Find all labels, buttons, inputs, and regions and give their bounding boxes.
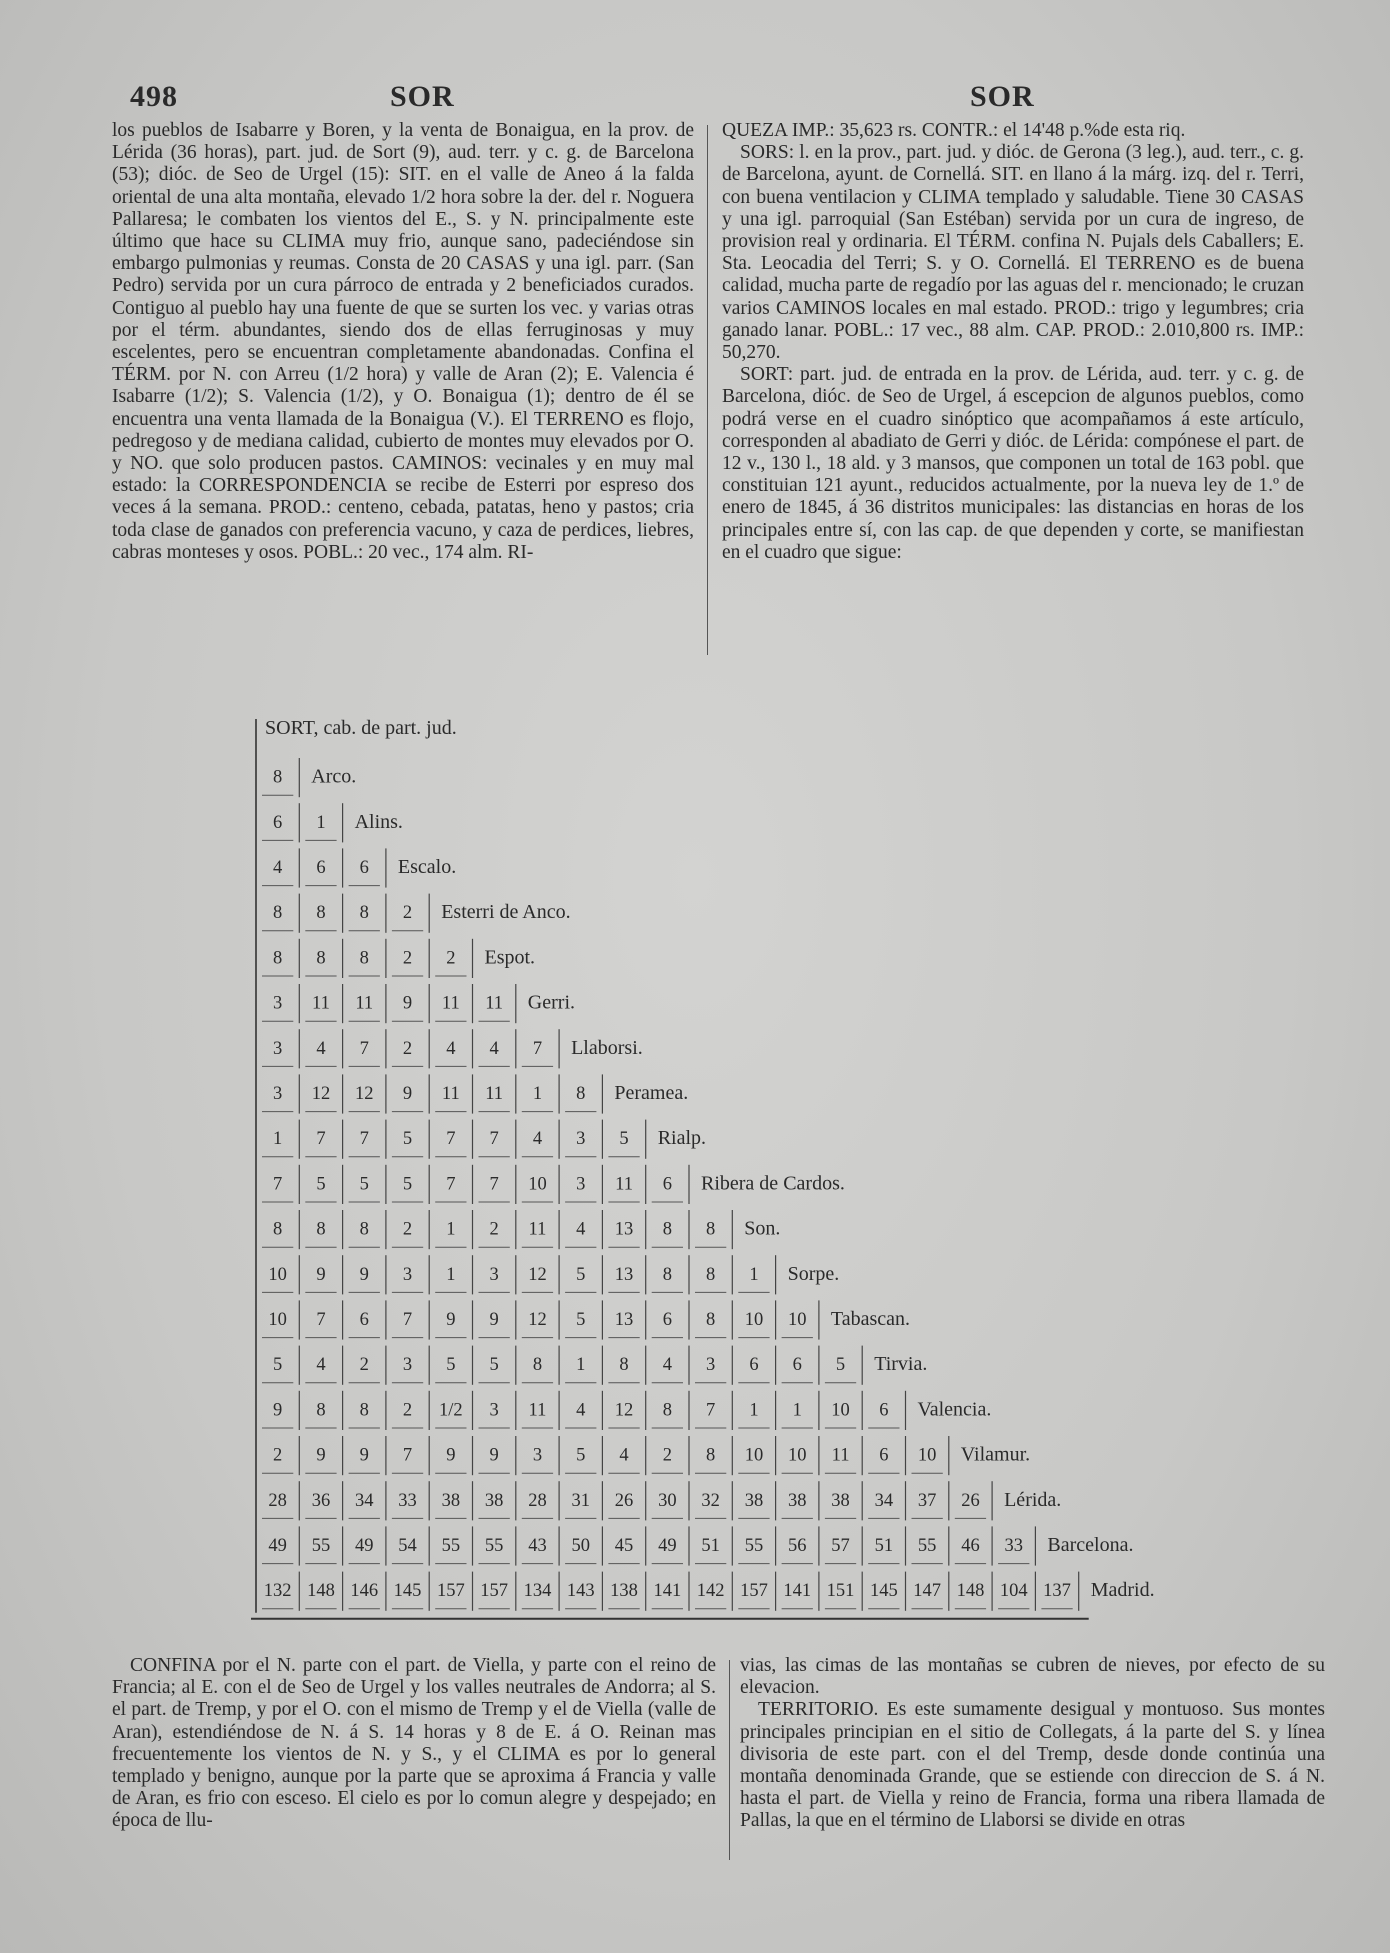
- distance-cell: 6: [792, 1355, 802, 1376]
- distance-cell: 145: [393, 1581, 422, 1602]
- distance-cell: 3: [273, 1038, 283, 1059]
- distance-cell: 13: [614, 1219, 634, 1240]
- distance-cell: 132: [263, 1581, 292, 1602]
- distance-cell: 8: [273, 1219, 283, 1240]
- distance-cell: 12: [355, 1084, 374, 1104]
- distance-cell: 36: [311, 1490, 331, 1511]
- distance-cell: 6: [879, 1400, 889, 1421]
- bottom-left-paragraph: CONFINA por el N. parte con el part. de Viella, y parte con el reino de Francia; al E. con el de Seo de Urgel y los valles neutrales de Andorra; al S. el part. de Tremp, y por el O. con el mismo de Tremp y el de Viella (valle de Aran), estendiéndose de N. á S. 14 horas y 8 de E. á O. Reinan mas frecuentemente los vientos de N. y S., y el CLIMA es por lo general templado y benigno, aunque por la parte que se aproxima á Francia y valle de Aran, es frio con esceso. El cielo es por lo comun alegre y despejado; en época de llu-: [112, 1655, 716, 1832]
- distance-cell: 9: [359, 1264, 369, 1285]
- distance-cell: 8: [273, 948, 283, 969]
- distance-cell: 11: [441, 1084, 460, 1104]
- distance-cell: 9: [273, 1400, 283, 1421]
- distance-cell: 3: [402, 1264, 413, 1285]
- distance-cell: 3: [402, 1355, 413, 1376]
- distance-cell: 3: [576, 1129, 586, 1150]
- distance-cell: 2: [359, 1355, 369, 1376]
- distance-cell: 145: [869, 1581, 898, 1602]
- distance-cell: 11: [355, 993, 374, 1014]
- place-label: Llaborsi.: [571, 1036, 643, 1059]
- distance-cell: 3: [532, 1445, 543, 1466]
- distance-cell: 3: [273, 1084, 283, 1104]
- distance-cell: 10: [917, 1445, 937, 1466]
- distance-cell: 4: [619, 1445, 629, 1466]
- distance-cell: 55: [744, 1536, 764, 1556]
- distance-cell: 3: [489, 1264, 499, 1285]
- place-label: Tirvia.: [874, 1353, 928, 1376]
- distance-cell: 28: [268, 1490, 287, 1511]
- distance-cell: 8: [316, 903, 326, 924]
- distance-cell: 5: [619, 1129, 629, 1150]
- distance-cell: 4: [532, 1129, 543, 1150]
- distance-cell: 30: [658, 1490, 677, 1511]
- distance-cell: 141: [783, 1581, 812, 1602]
- place-label: Vilamur.: [960, 1443, 1031, 1466]
- distance-cell: 1: [446, 1264, 456, 1285]
- distance-cell: 1: [749, 1400, 759, 1421]
- distance-cell: 6: [879, 1445, 889, 1466]
- table-title: SORT, cab. de part. jud.: [265, 717, 457, 739]
- distance-cell: 55: [311, 1536, 331, 1556]
- distance-cell: 2: [402, 948, 413, 969]
- distance-cell: 8: [359, 1219, 369, 1240]
- distance-cell: 5: [835, 1355, 846, 1376]
- place-label: Valencia.: [917, 1398, 992, 1421]
- distance-cell: 5: [402, 1129, 413, 1150]
- distance-cell: 38: [441, 1490, 461, 1511]
- distance-cell: 56: [788, 1536, 807, 1556]
- distance-cell: 146: [350, 1581, 379, 1602]
- distance-cell: 10: [788, 1310, 807, 1330]
- distance-cell: 9: [359, 1445, 369, 1466]
- distance-cell: 32: [701, 1490, 720, 1511]
- distance-cell: 6: [662, 1174, 672, 1195]
- distance-cell: 2: [402, 1400, 413, 1421]
- distance-cell: 11: [615, 1174, 633, 1195]
- distance-cell: 142: [696, 1581, 725, 1602]
- distance-cell: 57: [831, 1536, 850, 1556]
- distance-cell: 7: [489, 1129, 499, 1150]
- distance-cell: 8: [359, 948, 369, 969]
- place-label: Barcelona.: [1047, 1534, 1134, 1556]
- distance-cell: 5: [576, 1310, 586, 1330]
- distance-cell: 6: [316, 858, 326, 878]
- distance-cell: 7: [316, 1310, 326, 1330]
- distance-cell: 55: [441, 1536, 461, 1556]
- distance-cell: 10: [528, 1174, 547, 1195]
- distance-cell: 1/2: [439, 1400, 463, 1421]
- place-label: Rialp.: [657, 1127, 707, 1150]
- distance-cell: 147: [913, 1581, 942, 1602]
- distance-cell: 7: [706, 1400, 716, 1421]
- distance-cell: 10: [268, 1310, 287, 1330]
- distance-cell: 43: [528, 1536, 547, 1556]
- place-label: Sorpe.: [787, 1262, 840, 1285]
- distance-cell: 45: [614, 1536, 634, 1556]
- distance-cell: 31: [571, 1490, 590, 1511]
- distance-cell: 141: [653, 1581, 682, 1602]
- distance-cell: 1: [792, 1400, 802, 1421]
- distance-cell: 11: [831, 1445, 850, 1466]
- distance-cell: 2: [489, 1219, 499, 1240]
- distance-cell: 6: [749, 1355, 759, 1376]
- distance-cell: 2: [662, 1445, 672, 1466]
- distance-cell: 9: [316, 1264, 326, 1285]
- distance-cell: 12: [528, 1310, 547, 1330]
- distance-cell: 8: [706, 1219, 716, 1240]
- distance-cell: 38: [831, 1490, 850, 1511]
- distance-cell: 1: [316, 812, 326, 833]
- place-label: Arco.: [311, 765, 357, 788]
- distance-cell: 49: [355, 1536, 374, 1556]
- distance-cell: 2: [402, 903, 413, 924]
- bottom-right-paragraph-1: vias, las cimas de las montañas se cubren de nieves, por efecto de su elevacion.: [740, 1655, 1325, 1699]
- distance-cell: 7: [316, 1129, 326, 1150]
- distance-cell: 7: [446, 1174, 456, 1195]
- distance-cell: 8: [706, 1264, 716, 1285]
- distance-cell: 11: [528, 1219, 547, 1240]
- distance-cell: 3: [576, 1174, 586, 1195]
- distance-cell: 134: [523, 1581, 552, 1602]
- distance-cell: 7: [446, 1129, 456, 1150]
- distance-cell: 5: [576, 1445, 586, 1466]
- distance-cell: 55: [484, 1536, 504, 1556]
- distance-cell: 8: [706, 1310, 716, 1330]
- place-label: Peramea.: [614, 1082, 689, 1104]
- place-label: Ribera de Cardos.: [701, 1172, 845, 1195]
- distance-cell: 6: [662, 1310, 672, 1330]
- distance-cell: 143: [566, 1581, 595, 1602]
- distance-cell: 10: [744, 1445, 764, 1466]
- distance-cell: 8: [316, 1219, 326, 1240]
- distance-cell: 6: [273, 812, 283, 833]
- place-label: Alins.: [354, 810, 403, 833]
- distance-cell: 46: [961, 1536, 980, 1556]
- right-paragraph-2: SORS: l. en la prov., part. jud. y dióc. de Gerona (3 leg.), aud. terr., c. g. de Barcelona, ayunt. de Cornellá. SIT. en llano á la márg. izq. del r. Terri, con buena ventilacion y CLIMA templado y saludable. Tiene 30 CASAS y una igl. parroquial (San Estéban) servida por un cura de ingreso, de provision real y ordinaria. El TÉRM. confina N. Pujals dels Caballers; E. Sta. Leocadia del Terri; S. y O. Cornellá. El TERRENO es de buena calidad, mucha parte de regadío por las aguas del r. mencionado; le cruzan varios CAMINOS locales en mal estado. PROD.: trigo y legumbres; cria ganado lanar. POBL.: 17 vec., 88 alm. CAP. PROD.: 2.010,800 rs. IMP.: 50,270.: [722, 142, 1304, 364]
- distance-cell: 148: [307, 1581, 335, 1602]
- distance-cell: 148: [956, 1581, 985, 1602]
- distance-cell: 1: [532, 1084, 543, 1104]
- distance-cell: 38: [484, 1490, 504, 1511]
- left-paragraph: los pueblos de Isabarre y Boren, y la venta de Bonaigua, en la prov. de Lérida (36 horas), part. jud. de Sort (9), aud. terr. y c. g. de Barcelona (53); dióc. de Seo de Urgel (15): SIT. en el valle de Aneo á la falda oriental de una alta montaña, elevado 1/2 hora sobre la der. del r. Noguera Pallaresa; le combaten los vientos del E., S. y N. principalmente este último que hace su CLIMA muy frio, aunque sano, padeciéndose sin embargo pulmonias y reumas. Consta de 20 CASAS y una igl. parr. (San Pedro) servida por un cura párroco de entrada y 2 beneficiados curados. Contiguo al pueblo hay una fuente de que se surten los vec. y varias otras por el térm. abundantes, siendo dos de ellas ferruginosas y muy escelentes, pero se encuentran completamente abandonadas. Confina el TÉRM. por N. con Arreu (1/2 hora) y valle de Aran (2); E. Valencia é Isabarre (1/2); S. Valencia (1/2), y O. Bonaigua (1); dentro de él se encuentra una venta llamada de la Bonaigua (V.). El TERRENO es flojo, pedregoso y de mediana calidad, cubierto de montes muy elevados por O. y NO. que solo producen pastos. CAMINOS: vecinales y en muy mal estado: la CORRESPONDENCIA se recibe de Esterri por espreso dos veces á la semana. PROD.: centeno, cebada, patatas, heno y pastos; cria toda clase de ganados con preferencia vacuno, y caza de perdices, liebres, cabras monteses y osos. POBL.: 20 vec., 174 alm. RI-: [112, 120, 694, 563]
- distance-cell: 9: [446, 1310, 456, 1330]
- distance-cell: 49: [268, 1536, 287, 1556]
- distance-cell: 1: [576, 1355, 586, 1376]
- distance-cell: 4: [662, 1355, 672, 1376]
- distance-cell: 2: [402, 1219, 413, 1240]
- distance-cell: 8: [619, 1355, 629, 1376]
- distance-cell: 13: [614, 1264, 634, 1285]
- distance-cell: 5: [273, 1355, 283, 1376]
- distance-cell: 8: [662, 1264, 672, 1285]
- distance-cell: 4: [316, 1355, 326, 1376]
- distance-cell: 7: [532, 1038, 543, 1059]
- distance-cell: 7: [489, 1174, 499, 1195]
- distance-cell: 5: [446, 1355, 456, 1376]
- distance-cell: 38: [744, 1490, 764, 1511]
- distance-cell: 13: [614, 1310, 634, 1330]
- distance-cell: 8: [273, 767, 283, 788]
- running-head-left: SOR: [390, 80, 455, 113]
- distance-cell: 54: [398, 1536, 417, 1556]
- distance-cell: 51: [701, 1536, 720, 1556]
- distance-cell: 4: [273, 858, 283, 878]
- distance-cell: 4: [316, 1038, 326, 1059]
- distance-cell: 3: [489, 1400, 499, 1421]
- right-paragraph-1: QUEZA IMP.: 35,623 rs. CONTR.: el 14'48 p.%de esta riq.: [722, 120, 1186, 141]
- place-label: Esterri de Anco.: [441, 901, 571, 924]
- column-rule-bottom: [729, 1660, 730, 1860]
- distance-cell: 11: [312, 993, 330, 1014]
- distance-cell: 9: [402, 1084, 413, 1104]
- distance-cell: 28: [528, 1490, 547, 1511]
- distance-cell: 26: [961, 1490, 980, 1511]
- bottom-right-paragraph-2: TERRITORIO. Es este sumamente desigual y montuoso. Sus montes principales principian en el sitio de Collegats, á la parte del S. y línea divisoria de este part. con el del Tremp, desde donde continúa una montaña denominada Grande, que se estiende con direccion de S. á N. hasta el part. de Viella y reino de Francia, forma una ribera llamada de Pallas, la que en el término de Llaborsi se divide en otras: [740, 1699, 1325, 1832]
- place-label: Son.: [744, 1217, 781, 1240]
- distance-cell: 33: [398, 1490, 417, 1511]
- distance-cell: 8: [706, 1445, 716, 1466]
- distance-cell: 4: [576, 1400, 586, 1421]
- distance-cell: 10: [788, 1445, 807, 1466]
- distance-cell: 50: [571, 1536, 590, 1556]
- distance-cell: 9: [316, 1445, 326, 1466]
- distance-cell: 4: [446, 1038, 456, 1059]
- distance-cell: 38: [788, 1490, 807, 1511]
- distance-cell: 5: [489, 1355, 499, 1376]
- distance-cell: 26: [614, 1490, 634, 1511]
- distance-cell: 7: [273, 1174, 283, 1195]
- distance-cell: 9: [489, 1310, 499, 1330]
- distance-cell: 8: [316, 1400, 326, 1421]
- running-head-right: SOR: [970, 80, 1035, 113]
- distance-cell: 10: [744, 1310, 764, 1330]
- place-label: Lérida.: [1004, 1488, 1062, 1511]
- distance-cell: 2: [273, 1445, 283, 1466]
- distance-cell: 3: [706, 1355, 716, 1376]
- distance-cell: 1: [446, 1219, 456, 1240]
- distance-cell: 8: [532, 1355, 543, 1376]
- distance-cell: 6: [359, 858, 369, 878]
- bottom-right-text: [740, 1655, 1325, 1833]
- distance-cell: 4: [489, 1038, 499, 1059]
- distance-cell: 7: [402, 1310, 413, 1330]
- distance-cell: 5: [359, 1174, 369, 1195]
- distance-cell: 8: [359, 903, 369, 924]
- distance-cell: 5: [316, 1174, 326, 1195]
- distance-cell: 7: [359, 1129, 369, 1150]
- distance-cell: 157: [436, 1581, 465, 1602]
- page-number: 498: [130, 80, 178, 113]
- distance-cell: 34: [874, 1490, 894, 1511]
- distance-cell: 55: [917, 1536, 937, 1556]
- distance-cell: 8: [316, 948, 326, 969]
- distance-cell: 137: [1043, 1581, 1071, 1602]
- place-label: Espot.: [484, 946, 536, 969]
- distance-cell: 157: [480, 1581, 509, 1602]
- distance-cell: 51: [874, 1536, 894, 1556]
- distance-cell: 12: [311, 1084, 331, 1104]
- distance-cell: 11: [528, 1400, 547, 1421]
- distance-cell: 3: [273, 993, 283, 1014]
- distance-cell: 157: [740, 1581, 768, 1602]
- distance-cell: 12: [614, 1400, 634, 1421]
- distance-cell: 151: [826, 1581, 855, 1602]
- distance-cell: 9: [489, 1445, 499, 1466]
- distance-cell: 104: [999, 1581, 1028, 1602]
- place-label: Tabascan.: [830, 1308, 911, 1330]
- distance-cell: 8: [359, 1400, 369, 1421]
- distance-cell: 8: [662, 1219, 672, 1240]
- distance-cell: 5: [402, 1174, 413, 1195]
- distance-cell: 8: [273, 903, 283, 924]
- distance-cell: 33: [1004, 1536, 1023, 1556]
- distance-cell: 12: [528, 1264, 547, 1285]
- distance-cell: 11: [485, 1084, 504, 1104]
- distance-cell: 10: [831, 1400, 850, 1421]
- bottom-left-text: [112, 1655, 716, 1833]
- distance-cell: 1: [273, 1129, 283, 1150]
- distance-cell: 49: [658, 1536, 677, 1556]
- distance-cell: 2: [446, 948, 456, 969]
- distance-cell: 138: [610, 1581, 638, 1602]
- distance-cell: 8: [576, 1084, 586, 1104]
- right-paragraph-3: SORT: part. jud. de entrada en la prov. de Lérida, aud. terr. y c. g. de Barcelona, dióc. de Seo de Urgel, á escepcion de algunos pueblos, como podrá verse en el cuadro sinóptico que acompañamos á este artículo, corresponden al abadiato de Gerri y dióc. de Lérida: compónese el part. de 12 v., 130 l., 18 ald. y 3 mansos, que componen un total de 163 pobl. que constituian 121 ayunt., reducidos actualmente, por la nueva ley de 1.º de enero de 1845, á 36 distritos municipales: las distancias en horas de los principales entre sí, con las cap. de que dependen y corte, se manifiestan en el cuadro que sigue:: [722, 364, 1304, 563]
- place-label: Gerri.: [527, 991, 576, 1014]
- distance-cell: 11: [485, 993, 504, 1014]
- distance-cell: 7: [359, 1038, 369, 1059]
- distance-cell: 9: [446, 1445, 456, 1466]
- distance-cell: 2: [402, 1038, 413, 1059]
- distance-cell: 1: [749, 1264, 759, 1285]
- distance-cell: 5: [576, 1264, 586, 1285]
- distance-cell: 4: [576, 1219, 586, 1240]
- distance-cell: 37: [917, 1490, 937, 1511]
- place-label: Escalo.: [397, 856, 457, 878]
- place-label: Madrid.: [1090, 1579, 1155, 1602]
- distance-cell: 9: [402, 993, 413, 1014]
- distance-cell: 34: [355, 1490, 374, 1511]
- distance-cell: 11: [441, 993, 460, 1014]
- distance-cell: 10: [268, 1264, 287, 1285]
- distance-cell: 6: [359, 1310, 369, 1330]
- distance-cell: 8: [662, 1400, 672, 1421]
- distance-cell: 7: [402, 1445, 413, 1466]
